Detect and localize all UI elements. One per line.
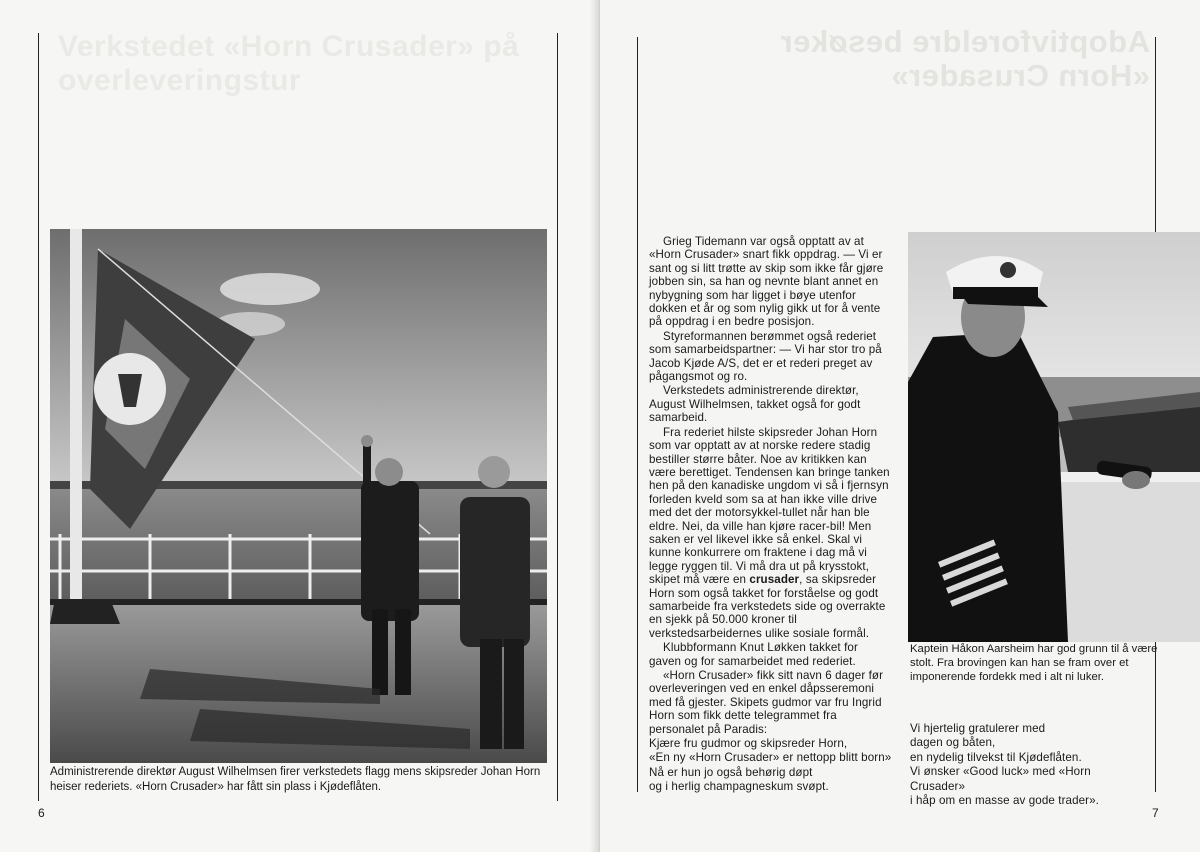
greeting-line: dagen og båten, bbox=[910, 736, 996, 750]
telegram-greeting bbox=[910, 722, 1160, 808]
right-page bbox=[600, 0, 1200, 852]
greeting-line: Vi ønsker «Good luck» med «Horn bbox=[910, 765, 1091, 779]
article-paragraph bbox=[649, 426, 893, 641]
greeting-line: Vi hjertelig gratulerer med bbox=[910, 722, 1046, 735]
captain-photo bbox=[908, 232, 1200, 642]
greeting-line: Crusader» bbox=[910, 779, 966, 793]
flag-ceremony-photo bbox=[50, 229, 547, 763]
article-paragraph: Verkstedets administrerende direktør, August Wilhelmsen, takket også for godt samarbeid. bbox=[649, 384, 861, 425]
poem-line: Kjære fru gudmor og skipsreder Horn, bbox=[649, 737, 848, 751]
article-text: Fra rederiet hilste skipsreder Johan Horn som var opptatt av at norske redere stadig bestiller større båter. Noe av kritikken kan være berettiget. Tendensen kan bringe tanken hen på den kanadiske ungdom vi så i fjernsyn forleden kveld som sa at han ikke ville drive med det der motorsykkel-tullet når han ble eldre. Nei, da ville han kjøre racer-bil! Men saken er vel likevel ikke så enkel. Skal vi kunne konkurrere om fraktene i dag må vi legge ryggen til. Vi må dra ut på krysstokt, skipet må være en bbox=[649, 425, 890, 587]
article-column bbox=[649, 235, 893, 795]
poem-line: «En ny «Horn Crusader» er nettopp blitt born» bbox=[649, 751, 892, 765]
left-border-line bbox=[38, 33, 39, 801]
page-number-right: 7 bbox=[1152, 806, 1159, 820]
right-ghost-title: Adoptivforeldre besøker «Horn Crusader» bbox=[780, 24, 1150, 93]
article-text: , sa skipsreder Horn som også takket for forståelse og godt samarbeide fra verkstedets side og overrakte en sjekk på 50.000 kroner til verkstedsarbeidernes ulike sosiale formål. bbox=[649, 573, 886, 640]
article-paragraph: Styreformannen berømmet også rederiet som samarbeidspartner: — Vi har stor tro på Jacob Kjøde A/S, det er et rederi preget av pågangsmot og ro. bbox=[649, 329, 882, 384]
article-paragraph: Klubbformann Knut Løkken takket for gaven og for samarbeidet med rederiet. bbox=[649, 641, 858, 668]
page-number-left: 6 bbox=[38, 806, 45, 820]
poem-line: og i herlig champagneskum svøpt. bbox=[649, 780, 829, 794]
poem-line: Nå er hun jo også behørig døpt bbox=[649, 765, 813, 779]
right-gutter-line bbox=[637, 37, 638, 792]
left-photo-caption: Administrerende direktør August Wilhelmsen firer verkstedets flagg mens skipsreder Johan Horn heiser rederiets. «Horn Crusader» har fått sin plass i Kjødeflåten. bbox=[50, 766, 541, 793]
article-paragraph: Grieg Tidemann var også opptatt av at «Horn Crusader» snart fikk oppdrag. — Vi er sant og si litt trøtte av skip som ikke får gjøre jobben sin, sa han og nevnte blant annet en nybygning som har ligget i bøye utenfor dokken et år og som nylig gikk ut for å vente på oppdrag i en bedre posisjon. bbox=[649, 235, 884, 329]
article-paragraph: «Horn Crusader» fikk sitt navn 6 dager før overleveringen ved en enkel dåpsseremoni med få gjester. Skipets gudmor var fru Ingrid Horn som fikk dette telegrammet fra personalet på Paradis: bbox=[649, 669, 884, 736]
article-bold-word: crusader bbox=[749, 573, 800, 587]
right-photo-caption: Kaptein Håkon Aarsheim har god grunn til å være stolt. Fra brovingen kan han se fram over et imponerende fordekk med i alt ni luker. bbox=[910, 643, 1158, 683]
greeting-line: i håp om en masse av gode trader». bbox=[910, 794, 1100, 808]
left-gutter-line bbox=[557, 33, 558, 801]
greeting-line: en nydelig tilvekst til Kjødeflåten. bbox=[910, 750, 1082, 764]
left-ghost-title: Verkstedet «Horn Crusader» på overleveringstur bbox=[58, 30, 520, 97]
